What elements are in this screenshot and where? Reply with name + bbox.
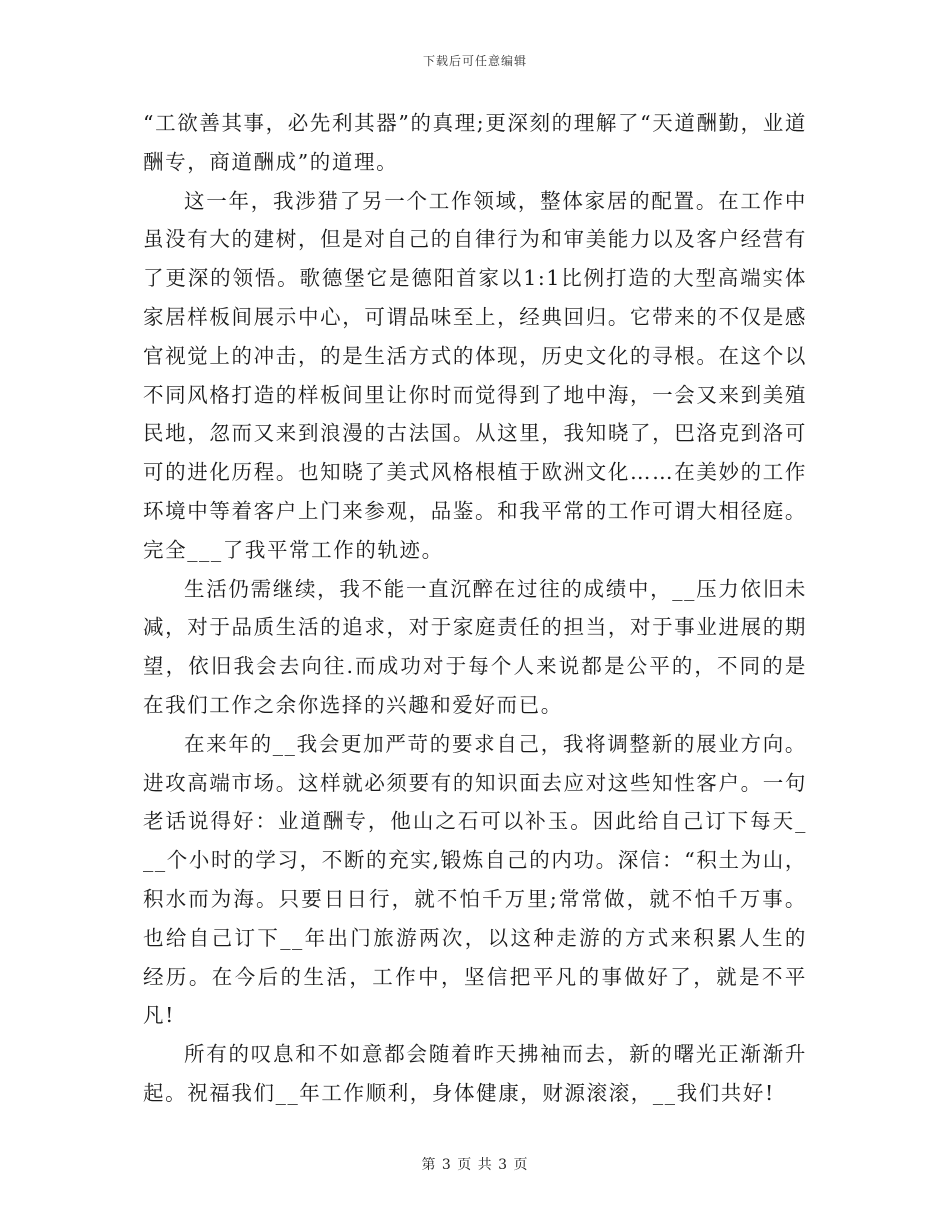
page-footer: 第 3 页 共 3 页 xyxy=(421,1157,529,1173)
paragraph-continuation: “工欲善其事，必先利其器”的真理;更深刻的理解了“天道酬勤，业道酬专，商道酬成”的道理。 xyxy=(143,111,807,174)
paragraph: 这一年，我涉猎了另一个工作领域，整体家居的配置。在工作中虽没有大的建树，但是对自己的自律行为和审美能力以及客户经营有了更深的领悟。歌德堡它是德阳首家以1:1比例打造的大型高端实体家居样板间展示中心，可谓品味至上，经典回归。它带来的不仅是感官视觉上的冲击，的是生活方式的体现，历史文化的寻根。在这个以不同风格打造的样板间里让你时而觉得到了地中海，一会又来到美殖民地，忽而又来到浪漫的古法国。从这里，我知晓了，巴洛克到洛可可的进化历程。也知晓了美式风格根植于欧洲文化……在美妙的工作环境中等着客户上门来参观，品鉴。和我平常的工作可谓大相径庭。完全___了我平常工作的轨迹。 xyxy=(143,188,807,562)
paragraph: 在来年的__我会更加严苛的要求自己，我将调整新的展业方向。进攻高端市场。这样就必须要有的知识面去应对这些知性客户。一句老话说得好：业道酬专，他山之石可以补玉。因此给自己订下每天___个小时的学习，不断的充实,锻炼自己的内功。深信：“积土为山，积水而为海。只要日日行，就不怕千万里;常常做，就不怕千万事。也给自己订下__年出门旅游两次，以这种走游的方式来积累人生的经历。在今后的生活，工作中，坚信把平凡的事做好了，就是不平凡! xyxy=(143,731,807,1028)
document-body xyxy=(143,104,807,1113)
paragraph: 生活仍需继续，我不能一直沉醉在过往的成绩中，__压力依旧未减，对于品质生活的追求，对于家庭责任的担当，对于事业进展的期望，依旧我会去向往.而成功对于每个人来说都是公平的，不同的是在我们工作之余你选择的兴趣和爱好而已。 xyxy=(143,576,807,717)
page-header: 下载后可任意编辑 xyxy=(422,54,527,68)
paragraph: 所有的叹息和不如意都会随着昨天拂袖而去，新的曙光正渐渐升起。祝福我们__年工作顺利，身体健康，财源滚滚，__我们共好! xyxy=(143,1042,807,1105)
